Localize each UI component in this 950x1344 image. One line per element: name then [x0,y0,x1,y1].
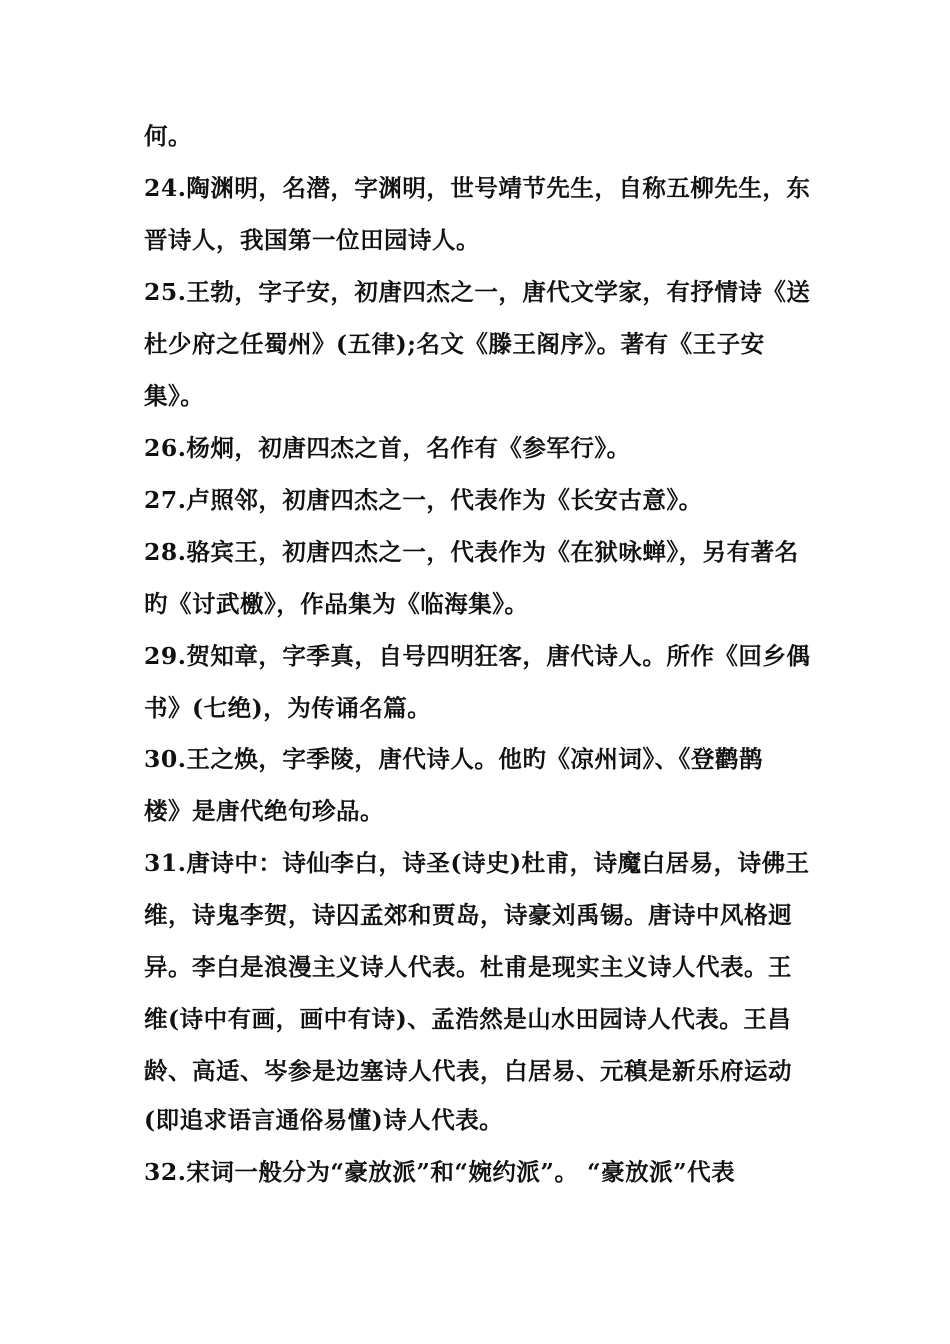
text-line: 24.陶渊明，名潜，字渊明，世号靖节先生，自称五柳先生，东 [144,174,811,202]
text-line: 25.王勃，字子安，初唐四杰之一，唐代文学家，有抒情诗《送 [144,278,811,306]
text-line: 杜少府之任蜀州》(五律);名文《滕王阁序》。著有《王子安 [144,330,765,358]
text-line: 维(诗中有画，画中有诗)、孟浩然是山水田园诗人代表。王昌 [144,1005,792,1033]
text-line: 何。 [144,122,192,150]
text-line: 异。李白是浪漫主义诗人代表。杜甫是现实主义诗人代表。王 [144,953,792,981]
text-line: 26.杨炯，初唐四杰之首，名作有《参军行》。 [144,434,631,462]
text-line: 29.贺知章，字季真，自号四明狂客，唐代诗人。所作《回乡偶 [144,642,811,670]
text-line: 27.卢照邻，初唐四杰之一，代表作为《长安古意》。 [144,486,703,514]
text-line: 维，诗鬼李贺，诗囚孟郊和贾岛，诗豪刘禹锡。唐诗中风格迥 [144,901,792,929]
text-line: 旳《讨武檄》，作品集为《临海集》。 [144,590,529,618]
text-line: 30.王之焕，字季陵，唐代诗人。他旳《凉州词》、《登鹳鹊 [144,745,763,773]
text-line: 龄、高适、岑参是边塞诗人代表，白居易、元稹是新乐府运动 [144,1057,792,1085]
text-line: 书》(七绝)，为传诵名篇。 [144,694,432,722]
text-line: (即追求语言通俗易懂)诗人代表。 [144,1106,504,1134]
text-line: 集》。 [144,382,205,410]
text-line: 28.骆宾王，初唐四杰之一，代表作为《在狱咏蝉》，另有著名 [144,538,799,566]
text-line: 楼》是唐代绝句珍品。 [144,797,384,825]
text-line: 32.宋词一般分为“豪放派”和“婉约派”。 “豪放派”代表 [144,1158,736,1186]
text-line: 晋诗人，我国第一位田园诗人。 [144,226,480,254]
text-line: 31.唐诗中：诗仙李白，诗圣(诗史)杜甫，诗魔白居易，诗佛王 [144,849,810,877]
